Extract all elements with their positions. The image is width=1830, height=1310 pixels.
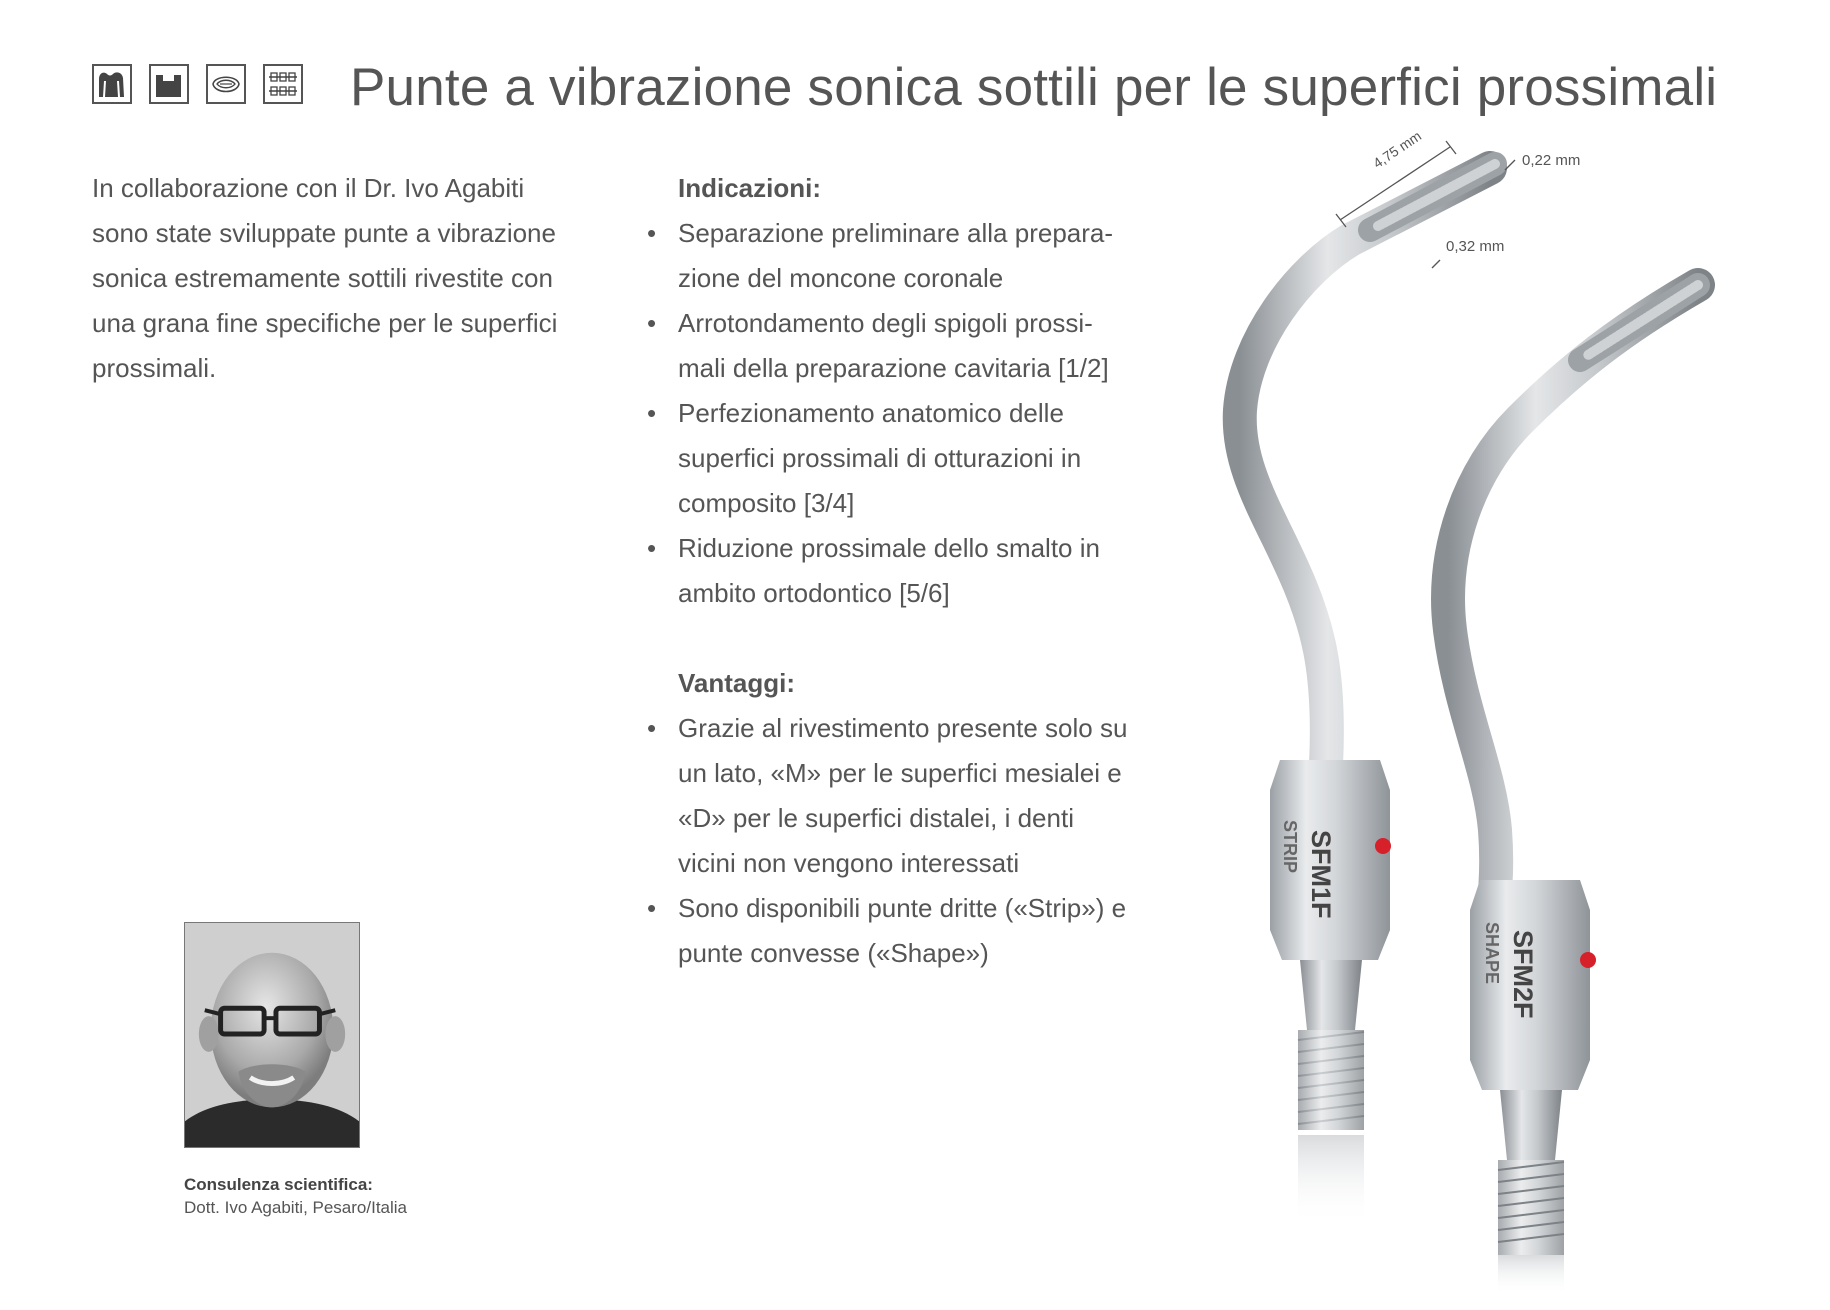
advantage-line: punte convesse («Shape») [678,938,989,968]
application-icons [92,64,303,104]
advantages-list [678,706,1158,976]
indications-heading: Indicazioni: [678,173,821,203]
indication-line: composito [3/4] [678,488,855,518]
dimension-length: 4,75 mm [1370,127,1425,172]
tool-code-label: SFM2F [1508,930,1538,1019]
indication-item [678,301,1158,391]
intro-line: prossimali. [92,353,217,383]
indication-line: superfici prossimali di otturazioni in [678,443,1082,473]
advantage-line: «D» per le superfici distalei, i denti [678,803,1074,833]
advantage-item [678,886,1158,976]
advantage-item [678,706,1158,886]
indication-line: • Riduzione prossimale dello smalto in [678,533,1100,563]
consultant-portrait [184,922,360,1148]
indication-item [678,211,1158,301]
tool-marker-red-dot [1375,838,1391,854]
orthodontic-teeth-icon [263,64,303,104]
indication-line: • Arrotondamento degli spigoli prossi- [678,308,1093,338]
dimension-tip: 0,22 mm [1522,152,1581,169]
consultant-label: Consulenza scientifica: [184,1175,373,1194]
indication-line: zione del moncone coronale [678,263,1004,293]
intro-line: In collaborazione con il Dr. Ivo Agabiti [92,173,525,203]
advantage-line: • Grazie al rivestimento presente solo su [678,713,1128,743]
intro-line: una grana fine specifiche per le superfici [92,308,558,338]
advantage-line: un lato, «M» per le superfici mesialei e [678,758,1122,788]
page-title: Punte a vibrazione sonica sottili per le superfici prossimali [350,58,1718,117]
tool-sfm2f [1448,285,1698,1295]
consultant-name: Dott. Ivo Agabiti, Pesaro/Italia [184,1198,408,1217]
indication-item [678,391,1158,526]
advantages-heading: Vantaggi: [678,668,796,698]
intro-paragraph [92,166,592,391]
dimension-base: 0,32 mm [1446,238,1505,255]
tool-marker-red-dot [1580,952,1596,968]
indication-line: mali della preparazione cavitaria [1/2] [678,353,1109,383]
intro-line: sono state sviluppate punte a vibrazione [92,218,556,248]
tooth-crown-icon [92,64,132,104]
tool-type-label: SHAPE [1482,922,1502,985]
advantage-line: • Sono disponibili punte dritte («Strip») e [678,893,1127,923]
intro-line: sonica estremamente sottili rivestite con [92,263,553,293]
tool-type-label: STRIP [1280,820,1300,874]
indication-line: ambito ortodontico [5/6] [678,578,950,608]
tooth-cavity-icon [149,64,189,104]
tool-code-label: SFM1F [1306,830,1336,919]
advantage-line: vicini non vengono interessati [678,848,1020,878]
mouth-icon [206,64,246,104]
product-illustration [1150,127,1730,1300]
indications-list [678,211,1158,616]
indication-item [678,526,1158,616]
indication-line: • Perfezionamento anatomico delle [678,398,1064,428]
details-column [678,166,1158,976]
indication-line: • Separazione preliminare alla prepara- [678,218,1114,248]
